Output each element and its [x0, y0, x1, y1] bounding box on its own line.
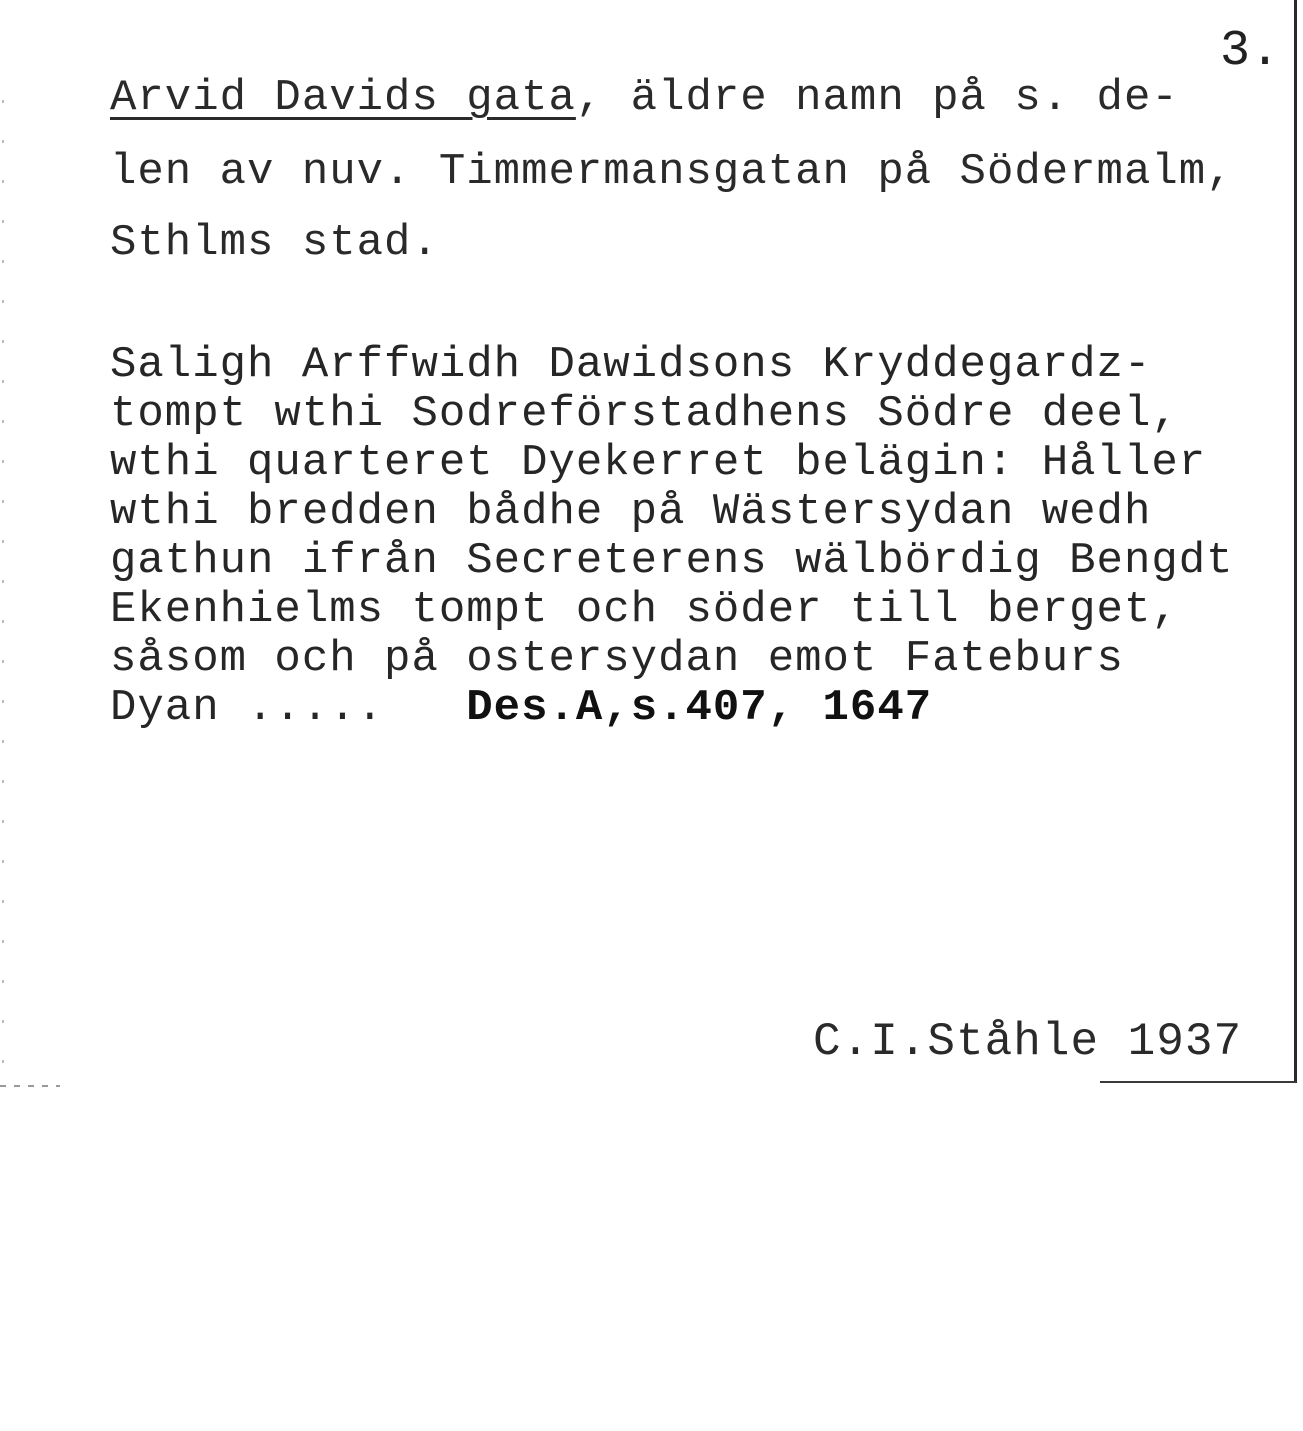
card-edge-bottom-left	[0, 1085, 60, 1087]
quote-line-8	[110, 683, 932, 733]
street-name: Arvid Davids gata	[110, 73, 576, 123]
heading-line-1-rest: , äldre namn på s. de-	[575, 73, 1179, 123]
card-edge-left	[2, 100, 4, 1080]
quote-line-2: tompt wthi Sodreförstadhens Södre deel,	[110, 389, 1179, 439]
source-reference: Des.A,s.407, 1647	[466, 683, 933, 733]
card-edge-bottom	[1100, 1081, 1296, 1083]
card-edge-right	[1294, 0, 1297, 1083]
quote-line-6: Ekenhielms tompt och söder till berget,	[110, 585, 1179, 635]
quote-line-7: såsom och på ostersydan emot Fateburs	[110, 634, 1124, 684]
quote-line-1: Saligh Arffwidh Dawidsons Kryddegardz-	[110, 340, 1152, 390]
quote-line-5: gathun ifrån Secreterens wälbördig Bengdt	[110, 536, 1234, 586]
page-number: 3.	[1220, 23, 1281, 80]
heading-line-3: Sthlms stad.	[110, 218, 439, 268]
heading-line-1	[110, 72, 1179, 124]
quote-line-3: wthi quarteret Dyekerret belägin: Håller	[110, 438, 1207, 488]
quote-line-4: wthi bredden bådhe på Wästersydan wedh	[110, 487, 1152, 537]
heading-line-2: len av nuv. Timmermansgatan på Södermalm,	[110, 147, 1234, 197]
quote-last-line-text: Dyan .....	[110, 683, 385, 733]
signature: C.I.Ståhle 1937	[813, 1016, 1243, 1068]
